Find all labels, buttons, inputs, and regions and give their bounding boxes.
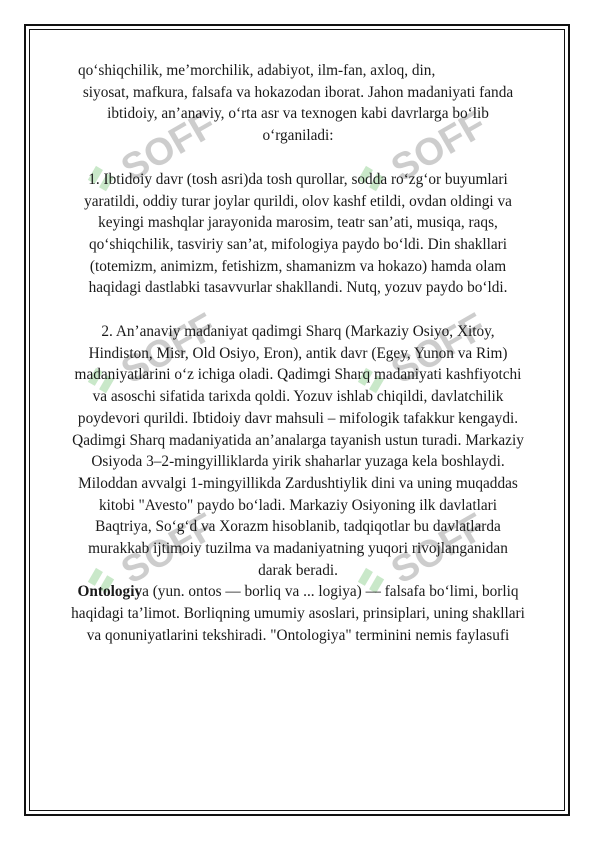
ontology-term: Ontologiy	[77, 583, 143, 601]
document-body	[70, 60, 526, 647]
paragraph-ontology	[70, 581, 526, 646]
watermark-text: SOFF	[114, 505, 224, 593]
watermark-text: SOFF	[384, 505, 494, 593]
paragraph-spacer	[70, 299, 526, 321]
ontology-definition: a (yun. ontos — borliq va ... logiya) — falsafa bo‘limi, borliq haqidagi ta’limot. Borliqning umumiy asoslari, prinsiplari, uning shakllari va qonuniyatlarini tekshiradi. "Ontologiya" terminini nemis faylasufi	[71, 583, 525, 644]
intro-first-line: qo‘shiqchilik, me’morchilik, adabiyot, ilm-fan, axloq, din,	[78, 62, 436, 79]
watermark-text: SOFF	[384, 305, 494, 393]
watermark-text: SOFF	[384, 103, 494, 191]
paragraph-primitive-era: 1. Ibtidoiy davr (tosh asri)da tosh qurollar, sodda ro‘zg‘or buyumlari yaratildi, oddiy turar joylar qurildi, olov kashf etildi, ovdan oldingi va keyingi mashqlar jarayonida marosim, teatr san’ati, musiqa, raqs, qo‘shiqchilik, tasviriy san’at, mifologiya paydo bo‘ldi. Din shakllari (totemizm, animizm, fetishizm, shamanizm va hokazo) hamda olam haqidagi dastlabki tasavvurlar shakllandi. Nutq, yozuv paydo bo‘ldi.	[84, 170, 512, 297]
paragraph-spacer	[70, 147, 526, 169]
watermark-text: SOFF	[114, 305, 224, 393]
paragraph-traditional-culture: 2. An’anaviy madaniyat qadimgi Sharq (Markaziy Osiyo, Xitoy, Hindiston, Misr, Old Osiyo, Eron), antik davr (Egey, Yunon va Rim) madaniyatlarini o‘z ichiga oladi. Qadimgi Sharq madaniyati kashfiyotchi va asoschi sifatida tarixda qoldi. Yozuv ishlab chiqildi, davlatchilik poydevori qurildi. Ibtidoiy davr mahsuli – mifologik tafakkur kengaydi. Qadimgi Sharq madaniyatida an’analarga tayanish ustun turadi. Markaziy Osiyoda 3–2-mingyilliklarda yirik shaharlar yuzaga kela boshlaydi. Miloddan avvalgi 1-mingyillikda Zardushtiylik dini va uning muqaddas kitobi "Avesto" paydo bo‘ladi. Markaziy Osiyoning ilk davlatlari Baqtriya, So‘g‘d va Xorazm hisoblanib, tadqiqotlar bu davlatlarda murakkab ijtimoiy tuzilma va madaniyatning yuqori rivojlanganidan darak beradi.	[72, 323, 524, 579]
intro-paragraph: siyosat, mafkura, falsafa va hokazodan iborat. Jahon madaniyati fanda ibtidoiy, an’anaviy, o‘rta asr va texnogen kabi davrlarga bo‘lib o‘rganiladi:	[82, 83, 514, 145]
watermark-text: SOFF	[114, 103, 224, 191]
